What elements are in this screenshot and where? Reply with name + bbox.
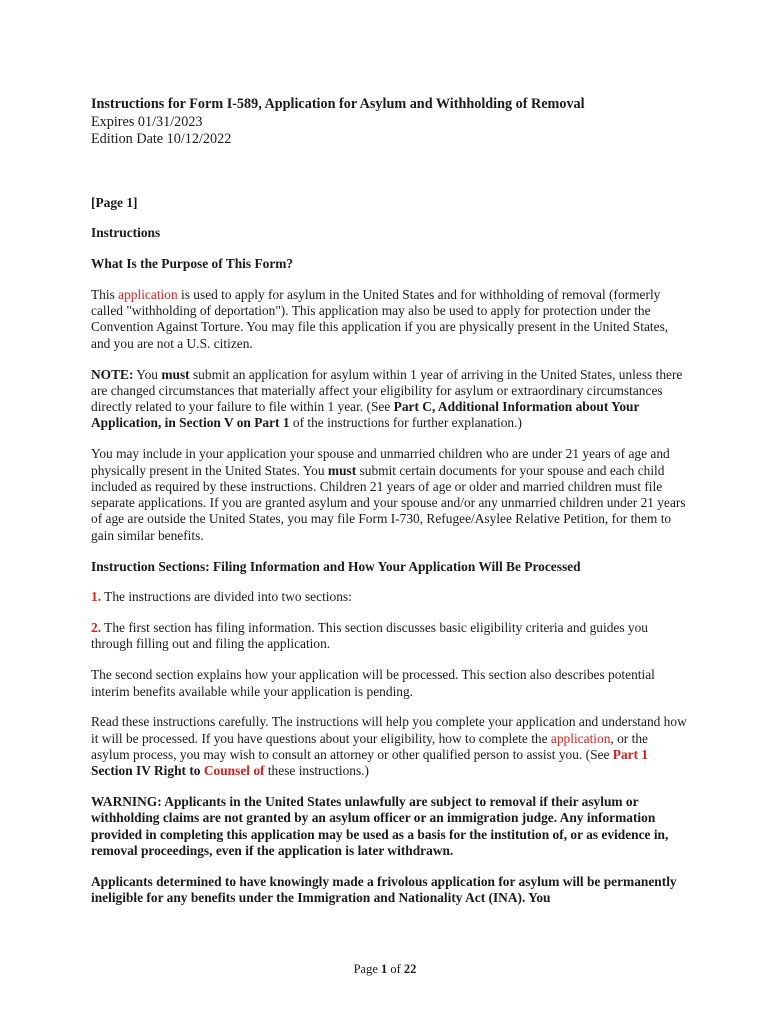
- warning-paragraph: WARNING: Applicants in the United States unlawfully are subject to removal if their asylum or withholding claims are not granted by an asylum officer or an immigration judge. Any information provided in completing this application may be used as a basis for the institution of, or as evidence in, removal proceedings, even if the application is later withdrawn.: [91, 794, 669, 858]
- note-text-3: of the instructions for further explanation.): [289, 415, 522, 431]
- sections-heading: Instruction Sections: Filing Information and How Your Application Will Be Processed: [91, 558, 581, 574]
- note-paragraph: [91, 367, 689, 432]
- footer-total-pages: 22: [403, 962, 417, 976]
- read-carefully-paragraph: [91, 714, 689, 779]
- application-link-2[interactable]: application: [550, 730, 611, 746]
- list-item-1: [91, 589, 689, 605]
- family-paragraph: [91, 446, 689, 544]
- read-text-2: , or the asylum process, you may wish to consult an attorney or other qualified person to assist you. (See: [91, 730, 648, 762]
- section-title: Instructions: [91, 225, 161, 241]
- family-text-2: submit certain documents for your spouse and each child included as required by these instructions. Children 21 years of age or older and married children must file separate applications. If you are granted asylum and your spouse and/or any unmarried children under 21 years of age are outside the United States, you may file Form I-730, Refugee/Asylee Relative Petition, for them to gain similar benefits.: [91, 462, 686, 543]
- note-text-1: You: [133, 366, 162, 382]
- note-text-2: submit an application for asylum within 1 year of arriving in the United States, unless there are changed circumstances that materially affect your eligibility for asylum or extraordinary circumstances directly related to your failure to file within 1 year. (See: [91, 366, 683, 415]
- expiration-date: Expires 01/31/2023: [91, 113, 203, 130]
- note-label: NOTE:: [91, 366, 134, 382]
- list-item-2: [91, 620, 689, 653]
- document-body: [91, 96, 689, 906]
- edition-date: Edition Date 10/12/2022: [91, 131, 232, 147]
- read-text-3: these instructions.): [264, 763, 369, 779]
- section-reference: Section IV Right to: [91, 763, 204, 779]
- purpose-paragraph: [91, 287, 689, 352]
- read-text-1: Read these instructions carefully. The instructions will help you complete your application and understand how it will be processed. If you have questions about your eligibility, how to complete the: [91, 714, 687, 746]
- family-text-1: You may include in your application your spouse and unmarried children who are under 21 years of age and physically present in the United States. You: [91, 446, 670, 478]
- purpose-text: is used to apply for asylum in the United States and for withholding of removal (formerly called "withholding of deportation"). This application may also be used to apply for protection under the Convention Against Torture. You may file this application if you are physically present in the United States, and you are not a U.S. citizen.: [91, 286, 669, 351]
- second-section-paragraph: The second section explains how your application will be processed. This section also describes potential interim benefits available while your application is pending.: [91, 667, 655, 699]
- item-number-2: 2.: [91, 620, 102, 636]
- note-must: must: [161, 366, 190, 382]
- part-1-link[interactable]: Part 1: [612, 746, 649, 762]
- application-link[interactable]: application: [118, 286, 178, 302]
- document-title: Instructions for Form I-589, Application for Asylum and Withholding of Removal: [91, 96, 585, 112]
- item-text-1: The instructions are divided into two sections:: [101, 589, 352, 605]
- counsel-link[interactable]: Counsel of: [203, 763, 265, 779]
- footer-page-number: 1: [381, 962, 388, 976]
- item-text-2: The first section has filing information. This section discusses basic eligibility criteria and guides you through filling out and filing the application.: [91, 620, 648, 652]
- footer-of: of: [387, 962, 404, 976]
- note-reference: Part C, Additional Information about Your Application, in Section V on Part 1: [91, 399, 640, 431]
- family-must: must: [327, 462, 357, 478]
- frivolous-paragraph: Applicants determined to have knowingly made a frivolous application for asylum will be permanently ineligible for any benefits under the Immigration and Nationality Act (INA). You: [91, 873, 677, 905]
- purpose-lead: This: [91, 286, 119, 302]
- item-number-1: 1.: [91, 589, 102, 605]
- page-footer: [0, 962, 770, 977]
- footer-page-label: Page: [353, 962, 381, 976]
- page-marker: [Page 1]: [91, 194, 138, 210]
- purpose-heading: What Is the Purpose of This Form?: [91, 256, 294, 272]
